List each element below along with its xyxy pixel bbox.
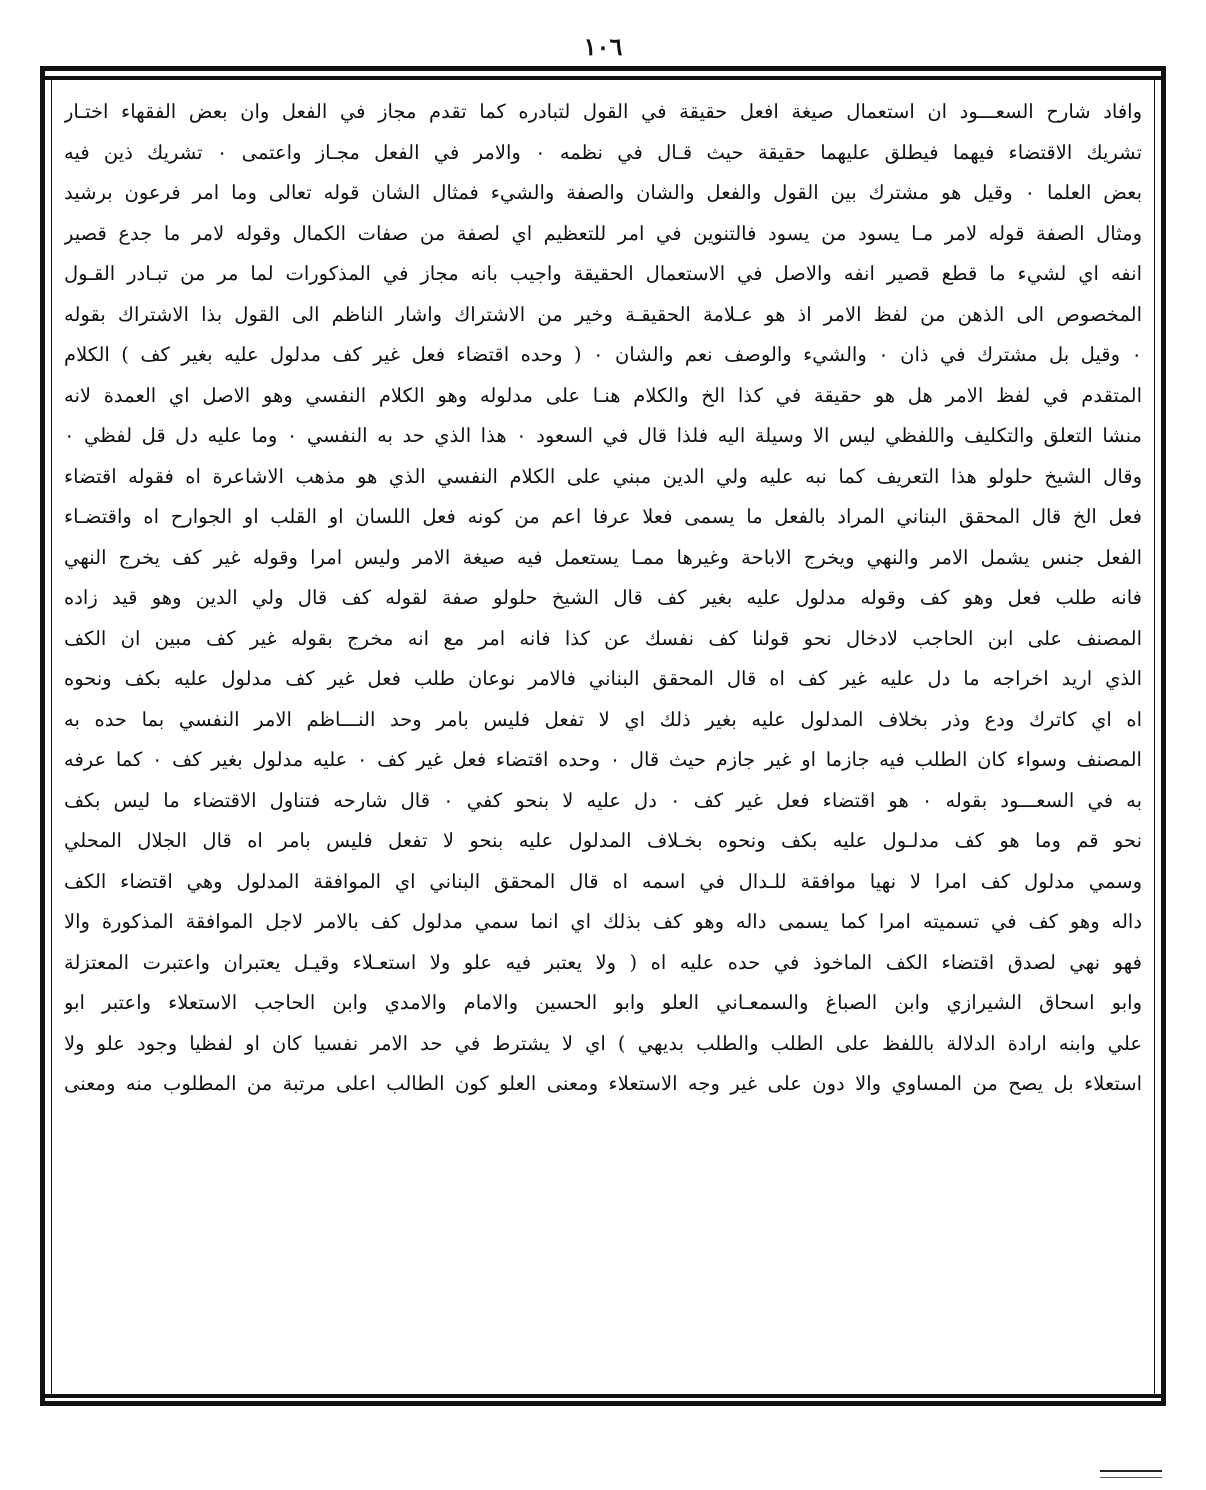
text-line: ومثال الصفة قوله لامر مـا يسود من يسود فالتنوين في امر للتعظيم اي لصفة من صفات الكمال وقوله لامر ما جدع قصير (64, 221, 1142, 245)
body-text (64, 92, 1142, 1392)
text-line: المصنف على ابن الحاجب لادخال نحو قولنا كف نفسك عن كذا فانه امر مع انه مخرج بقوله غير كف مبين ان الكف (64, 626, 1142, 650)
text-line: وقال الشيخ حلولو هذا التعريف كما نبه عليه ولي الدين مبني على الكلام النفسي الذي هو مذهب الاشاعرة اه فقوله اقتضاء (64, 464, 1142, 488)
text-line: فعل الخ قال المحقق البناني المراد بالفعل ما يسمى فعلا عرفا اعم من كونه فعل اللسان او القلب او الجوارح اه واقتضـاء (64, 505, 1142, 528)
text-line: علي وابنه ارادة الدلالة باللفظ على الطلب والطلب بديهي ) اي لا يشترط في حد الامر نفسيا كان او لفظيا وجود علو ولا (64, 1031, 1142, 1055)
text-line: وسمي مدلول كف امرا لا نهيا موافقة للـدال في اسمه اه قال المحقق البناني اي الموافقة المدلول وهي اقتضاء الكف (64, 869, 1142, 893)
text-line: المصنف وسواء كان الطلب فيه جازما او غير جازم حيث قال ٠ وحده اقتضاء فعل غير كف ٠ عليه مدلول بغير كف ٠ كما عرفه (64, 748, 1142, 771)
text-line: نحو قم وما هو كف مدلـول عليه بكف ونحوه بخـلاف المدلول عليه بنحو لا تفعل فليس بامر اه قال الجلال المحلي (64, 829, 1142, 852)
text-line: الفعل جنس يشمل الامر والنهي ويخرج الاباحة وغيرها ممـا يستعمل فيه صيغة الامر وليس امرا وقوله غير كف يخرج النهي (64, 545, 1142, 569)
text-line: اه اي كاترك ودع وذر بخلاف المدلول عليه بغير ذلك اي لا تفعل فليس بامر وحد النـــاظم الامر النفسي بما حده به (64, 707, 1142, 731)
text-line: وافاد شارح السعـــود ان استعمال صيغة افعل حقيقة في القول لتبادره كما تقدم مجاز في الفعل وان بعض الفقهاء اختـار (64, 100, 1142, 123)
text-line: استعلاء بل يصح من المساوي والا دون على غير وجه الاستعلاء ومعنى العلو كون الطالب اعلى مرتبة من المطلوب منه ومعنى (64, 1072, 1142, 1095)
text-line: فانه طلب فعل وهو كف وقوله مدلول عليه بغير كف قال الشيخ حلولو صفة لقوله كف قال ولي الدين وهو قيد زاده (64, 586, 1142, 609)
top-rule (40, 76, 1166, 80)
text-line: داله وهو كف في تسميته امرا كما يسمى داله وهو كف بذلك اي انما سمي مدلول كف بالامر لاجل الموافقة المذكورة والا (64, 910, 1142, 933)
text-line: تشريك الاقتضاء فيهما فيطلق عليهما حقيقة حيث قـال في نظمه ٠ والامر في الفعل مجـاز واعتمى ٠ تشريك ذين فيه (64, 140, 1142, 164)
text-line: منشا التعلق والتكليف واللفظي ليس الا وسيلة اليه فلذا قال في السعود ٠ هذا الذي حد به النفسي ٠ وما عليه دل قل لفظي ٠ (64, 424, 1142, 447)
bottom-rule (40, 1394, 1166, 1398)
text-line: به في السعـــود بقوله ٠ هو اقتضاء فعل غير كف ٠ دل عليه لا بنحو كفي ٠ قال شارحه فتناول الاقتضاء ما ليس بكف (64, 788, 1142, 812)
page-number: ١٠٦ (583, 32, 623, 61)
text-line: ٠ وقيل بل مشترك في ذان ٠ والشيء والوصف نعم والشان ٠ ( وحده اقتضاء فعل غير كف مدلول عليه بغير كف ) الكلام (64, 343, 1142, 366)
text-line: انفه اي لشيء ما قطع قصير انفه والاصل في الاستعمال الحقيقة واجيب بانه مجاز في المذكورات لما مر من تبـادر القـول (64, 262, 1142, 285)
text-line: فهو نهي لصدق اقتضاء الكف الماخوذ في حده عليه اه ( ولا يعتبر فيه علو ولا استعـلاء وقيـل يعتبران واعتبرت المعتزلة (64, 950, 1142, 974)
text-line: بعض العلما ٠ وقيل هو مشترك بين القول والفعل والشان والصفة والشيء فمثال الشان قوله تعالى وما امر فرعون برشيد (64, 181, 1142, 204)
footer-flourish (1100, 1470, 1162, 1478)
text-line: وابو اسحاق الشيرازي وابن الصباغ والسمعـاني العلو وابو الحسين والامام والامدي وابن الحاجب الاستعلاء واعتبر ابو (64, 991, 1142, 1014)
text-line: الذي اريد اخراجه ما دل عليه غير كف اه قال المحقق البناني فالامر نوعان طلب فعل غير كف مدلول عليه بكف ونحوه (64, 667, 1142, 690)
text-line: المخصوص الى الذهن من لفظ الامر اذ هو عـلامة الحقيقـة وخير من الاشتراك واشار الناظم الى القول بذا الاشتراك بقوله (64, 302, 1142, 326)
text-line: المتقدم في لفظ الامر هل هو حقيقة في كذا الخ والكلام هنـا على مدلوله وهو الكلام النفسي وهو الاصل اي العمدة لانه (64, 383, 1142, 407)
